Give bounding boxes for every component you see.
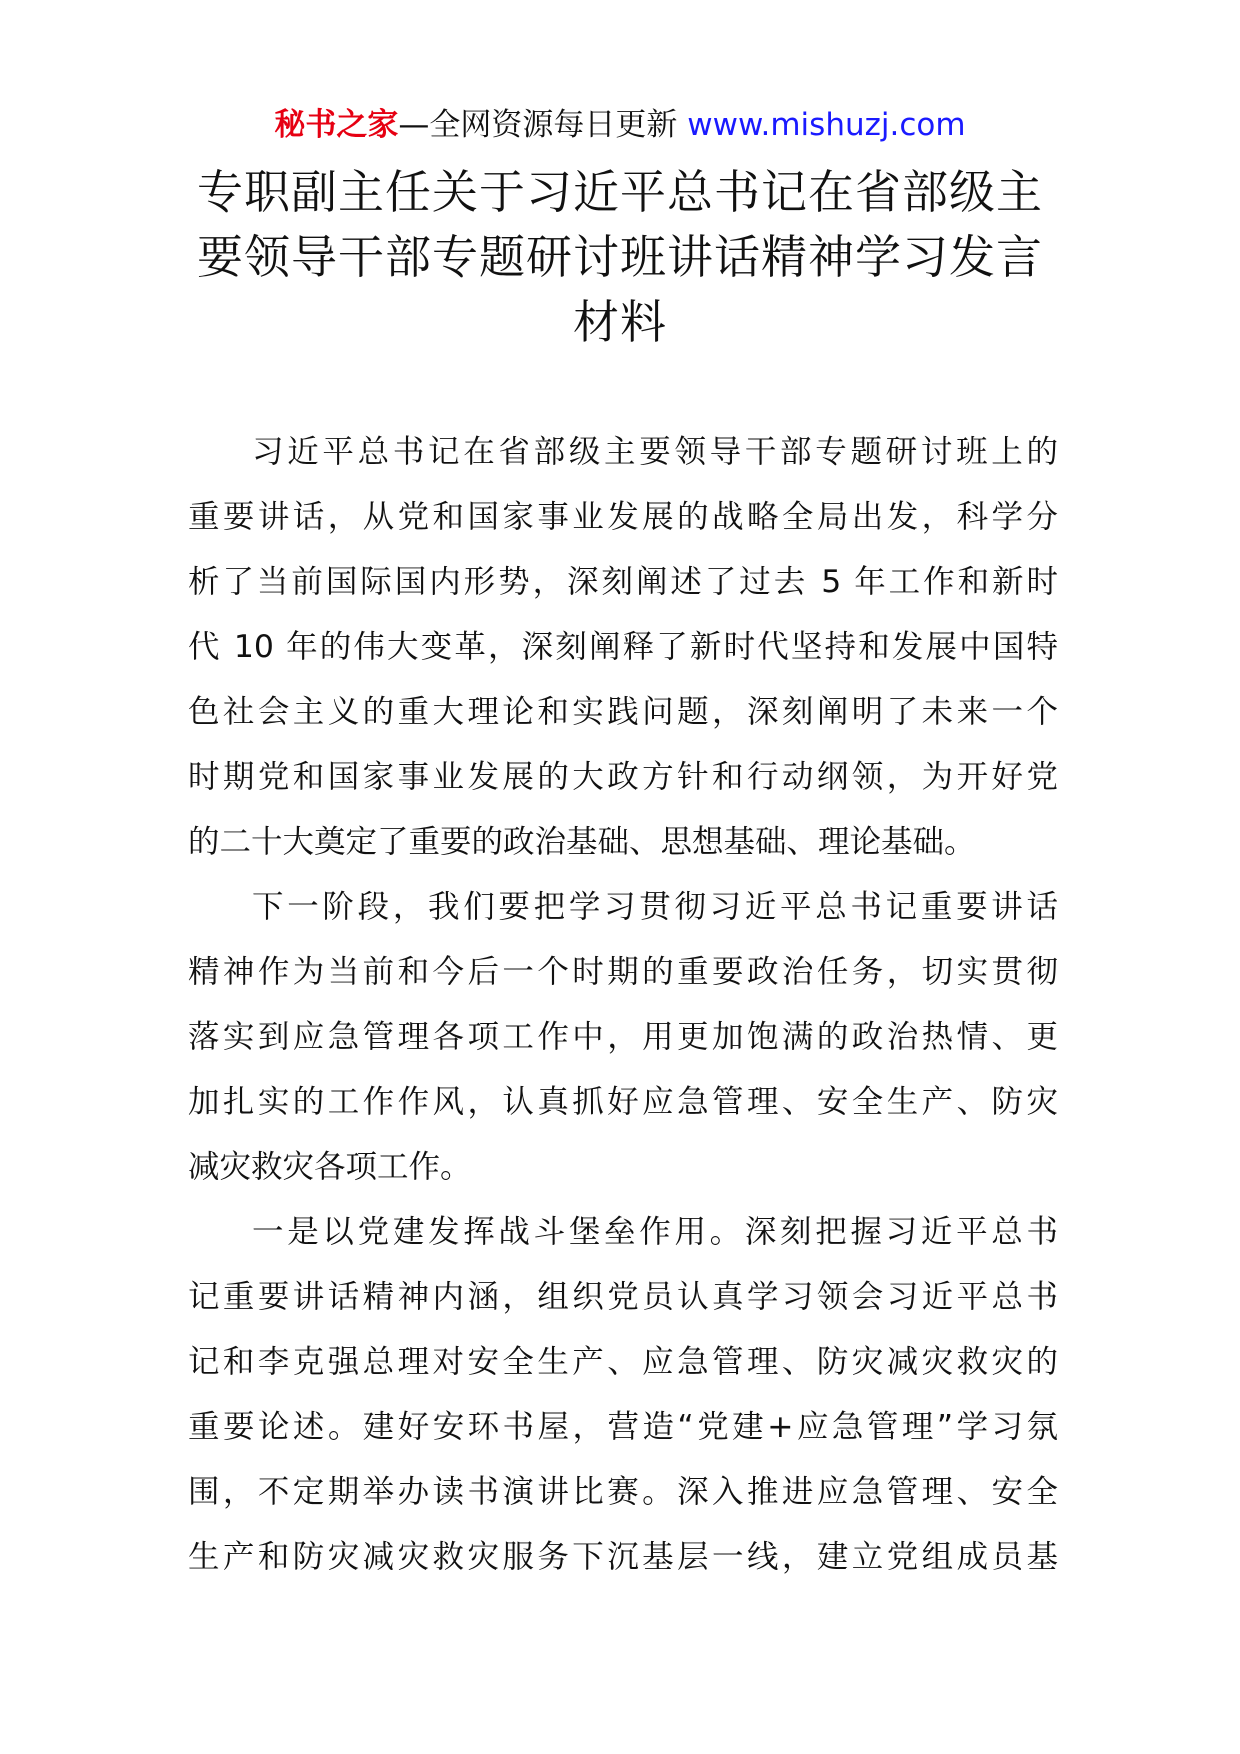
text-line: 记和李克强总理对安全生产、应急管理、防灾减灾救灾的 xyxy=(188,1344,1058,1380)
text-line: 析了当前国际国内形势，深刻阐述了过去 5 年工作和新时 xyxy=(188,564,1058,600)
text-line: 色社会主义的重大理论和实践问题，深刻阐明了未来一个 xyxy=(188,694,1058,730)
text-line: 一是以党建发挥战斗堡垒作用。深刻把握习近平总书 xyxy=(252,1214,1058,1250)
paragraph-2 xyxy=(188,875,1058,1200)
site-tagline: —全网资源每日更新 xyxy=(398,107,678,143)
text-line: 记重要讲话精神内涵，组织党员认真学习领会习近平总书 xyxy=(188,1279,1058,1315)
site-header xyxy=(0,100,1240,150)
text-line: 习近平总书记在省部级主要领导干部专题研讨班上的 xyxy=(252,434,1058,470)
text-line: 时期党和国家事业发展的大政方针和行动纲领，为开好党 xyxy=(188,759,1058,795)
text-line: 生产和防灾减灾救灾服务下沉基层一线，建立党组成员基 xyxy=(188,1539,1058,1575)
title-line: 专职副主任关于习近平总书记在省部级主 xyxy=(197,165,1043,219)
text-line: 减灾救灾各项工作。 xyxy=(188,1149,472,1185)
paragraph-3 xyxy=(188,1200,1058,1590)
text-line: 加扎实的工作作风，认真抓好应急管理、安全生产、防灾 xyxy=(188,1084,1058,1120)
document-title xyxy=(190,160,1050,355)
title-line: 要领导干部专题研讨班讲话精神学习发言 xyxy=(197,230,1043,284)
text-line: 重要论述。建好安环书屋，营造“党建+应急管理”学习氛 xyxy=(188,1409,1058,1445)
document-body xyxy=(188,420,1058,1590)
text-line: 围，不定期举办读书演讲比赛。深入推进应急管理、安全 xyxy=(188,1474,1058,1510)
title-line: 材料 xyxy=(573,295,667,349)
brand-name: 秘书之家 xyxy=(274,107,399,143)
text-line: 代 10 年的伟大变革，深刻阐释了新时代坚持和发展中国特 xyxy=(188,629,1058,665)
paragraph-1 xyxy=(188,420,1058,875)
text-line: 的二十大奠定了重要的政治基础、思想基础、理论基础。 xyxy=(188,824,976,860)
text-line: 落实到应急管理各项工作中，用更加饱满的政治热情、更 xyxy=(188,1019,1058,1055)
text-line: 精神作为当前和今后一个时期的重要政治任务，切实贯彻 xyxy=(188,954,1058,990)
text-line: 重要讲话，从党和国家事业发展的战略全局出发，科学分 xyxy=(188,499,1058,535)
text-line: 下一阶段，我们要把学习贯彻习近平总书记重要讲话 xyxy=(252,889,1058,925)
site-url-link[interactable]: www.mishuzj.com xyxy=(687,107,966,143)
